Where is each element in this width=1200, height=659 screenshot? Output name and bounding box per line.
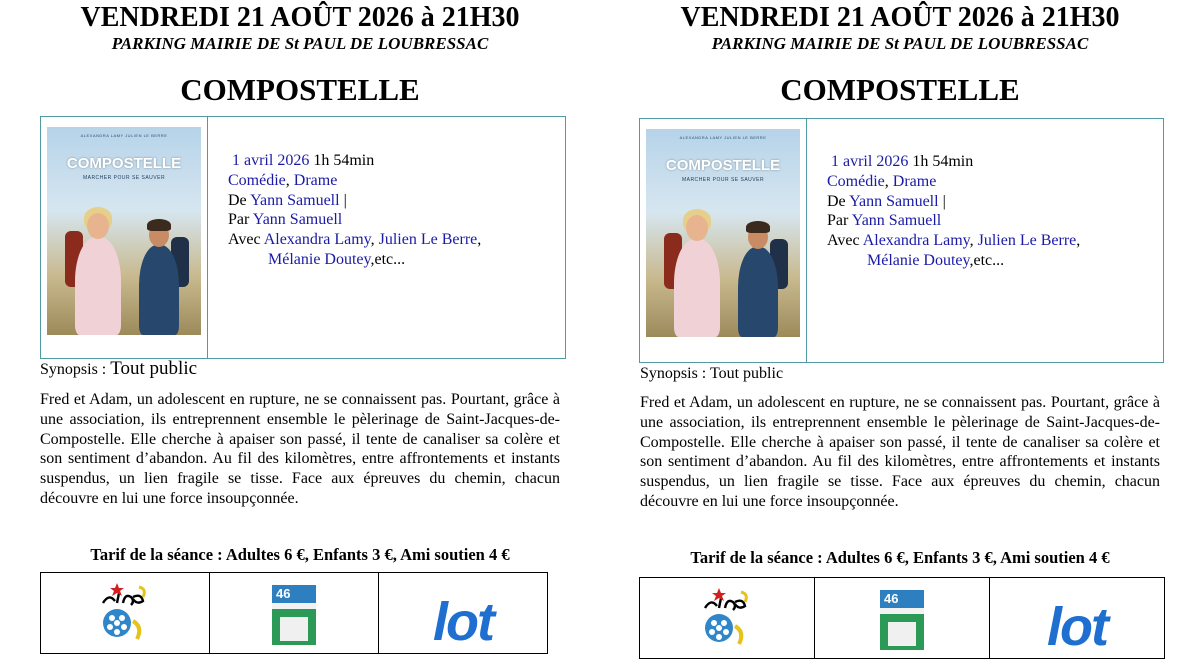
logo-cell-department xyxy=(815,578,990,658)
film-details: 1 avril 2026 1h 54min Comédie, Drame De Yann Samuell | Par Yann Samuell Avec Alexandra Lamy, Julien Le Berre, Mélanie Doutey,etc... xyxy=(827,153,1081,269)
film-info-box xyxy=(40,116,566,359)
event-date: VENDREDI 21 AOÛT 2026 à 21H30 xyxy=(680,2,1120,33)
duration: 1h 54min xyxy=(912,153,974,170)
poster-credits: ALEXANDRA LAMY JULIEN LE BERRE xyxy=(80,133,168,138)
poster-credits: ALEXANDRA LAMY JULIEN LE BERRE xyxy=(679,135,767,140)
synopsis-heading xyxy=(640,364,783,384)
release-date-link[interactable]: 1 avril 2026 xyxy=(831,153,909,170)
poster-tagline: MARCHER POUR SE SAUVER xyxy=(82,175,166,181)
film-info-box xyxy=(639,118,1164,363)
event-date: VENDREDI 21 AOÛT 2026 à 21H30 xyxy=(80,2,520,33)
genre-link-comedie[interactable]: Comédie xyxy=(827,172,885,190)
film-details: 1 avril 2026 1h 54min Comédie, Drame De Yann Samuell | Par Yann Samuell Avec Alexandra Lamy, Julien Le Berre, Mélanie Doutey,etc... xyxy=(228,152,482,268)
ticket-prices: Tarif de la séance : Adultes 6 €, Enfants 3 €, Ami soutien 4 € xyxy=(90,545,510,564)
cast-link-3[interactable]: Mélanie Doutey xyxy=(867,251,970,269)
cast-prefix: Avec xyxy=(228,231,261,249)
synopsis-heading xyxy=(40,359,197,380)
cast-link-2[interactable]: Julien Le Berre xyxy=(977,232,1077,250)
poster-cell xyxy=(640,119,807,362)
flyer-page-left xyxy=(30,0,570,652)
cast-link-1[interactable]: Alexandra Lamy xyxy=(263,231,371,249)
director-link[interactable]: Yann Samuell xyxy=(849,192,939,210)
cine-logo-icon xyxy=(95,581,155,641)
genre-link-drame[interactable]: Drame xyxy=(892,172,937,190)
audience-rating: Tout public xyxy=(709,365,784,382)
poster-cell xyxy=(41,117,208,358)
film-poster xyxy=(47,127,201,335)
writer-link[interactable]: Yann Samuell xyxy=(851,212,942,230)
release-date-link[interactable]: 1 avril 2026 xyxy=(232,152,310,169)
sponsor-logos xyxy=(639,577,1165,659)
duration: 1h 54min xyxy=(313,152,375,169)
director-separator: | xyxy=(942,192,946,210)
genre-link-comedie[interactable]: Comédie xyxy=(228,171,286,189)
film-title: COMPOSTELLE xyxy=(780,72,1020,107)
poster-tagline: MARCHER POUR SE SAUVER xyxy=(681,177,765,183)
logo-cell-lot xyxy=(990,578,1164,658)
department-number: 46 xyxy=(272,585,316,603)
synopsis-text: Fred et Adam, un adolescent en rupture, ne se connaissent pas. Pourtant, grâce à une association, ils entreprennent ensemble le pèlerinage de Saint-Jacques-de-Compostelle. Elle cherche à apaiser son passé, il tente de canaliser sa colère et son sentiment d’abandon. Au fil des kilomètres, entre affrontements et instants suspendus, un lien fragile se tisse. Face aux épreuves du chemin, chacun découvre en lui une force insoupçonnée. xyxy=(640,394,1160,510)
director-prefix: De xyxy=(827,192,846,210)
logo-cell-department xyxy=(210,573,379,653)
event-location: PARKING MAIRIE DE St PAUL DE LOUBRESSAC xyxy=(711,34,1089,53)
department-46-logo-icon xyxy=(880,590,924,650)
synopsis-text: Fred et Adam, un adolescent en rupture, ne se connaissent pas. Pourtant, grâce à une association, ils entreprennent ensemble le pèlerinage de Saint-Jacques-de-Compostelle. Elle cherche à apaiser son passé, il tente de canaliser sa colère et son sentiment d’abandon. Au fil des kilomètres, entre affrontements et instants suspendus, un lien fragile se tisse. Face aux épreuves du chemin, chacun découvre en lui une force insoupçonnée. xyxy=(40,391,560,507)
cast-link-1[interactable]: Alexandra Lamy xyxy=(862,232,970,250)
writer-link[interactable]: Yann Samuell xyxy=(252,211,343,229)
cine-logo-icon xyxy=(697,586,757,646)
department-number: 46 xyxy=(880,590,924,608)
lot-logo: lot xyxy=(1047,597,1107,657)
flyer-page-right xyxy=(630,0,1170,657)
logo-cell-cine xyxy=(41,573,210,653)
event-location: PARKING MAIRIE DE St PAUL DE LOUBRESSAC xyxy=(111,34,489,53)
cast-link-2[interactable]: Julien Le Berre xyxy=(378,231,478,249)
synopsis-label: Synopsis : xyxy=(40,361,111,378)
ticket-prices: Tarif de la séance : Adultes 6 €, Enfants 3 €, Ami soutien 4 € xyxy=(690,548,1110,567)
director-prefix: De xyxy=(228,191,247,209)
film-title: COMPOSTELLE xyxy=(180,72,420,107)
cast-suffix: ,etc... xyxy=(969,251,1005,269)
audience-rating: Tout public xyxy=(110,358,198,379)
director-link[interactable]: Yann Samuell xyxy=(250,191,340,209)
writer-prefix: Par xyxy=(228,211,250,229)
department-46-logo-icon xyxy=(272,585,316,645)
poster-title: COMPOSTELLE xyxy=(665,157,781,174)
logo-cell-cine xyxy=(640,578,815,658)
poster-title: COMPOSTELLE xyxy=(66,155,182,172)
cast-prefix: Avec xyxy=(827,232,860,250)
director-separator: | xyxy=(343,191,347,209)
cast-link-3[interactable]: Mélanie Doutey xyxy=(268,250,371,268)
writer-prefix: Par xyxy=(827,212,849,230)
sponsor-logos xyxy=(40,572,548,654)
genre-link-drame[interactable]: Drame xyxy=(293,171,338,189)
logo-cell-lot xyxy=(379,573,547,653)
synopsis-label: Synopsis : xyxy=(640,365,710,382)
cast-suffix: ,etc... xyxy=(370,250,406,268)
lot-logo: lot xyxy=(433,592,493,652)
film-poster xyxy=(646,129,800,337)
